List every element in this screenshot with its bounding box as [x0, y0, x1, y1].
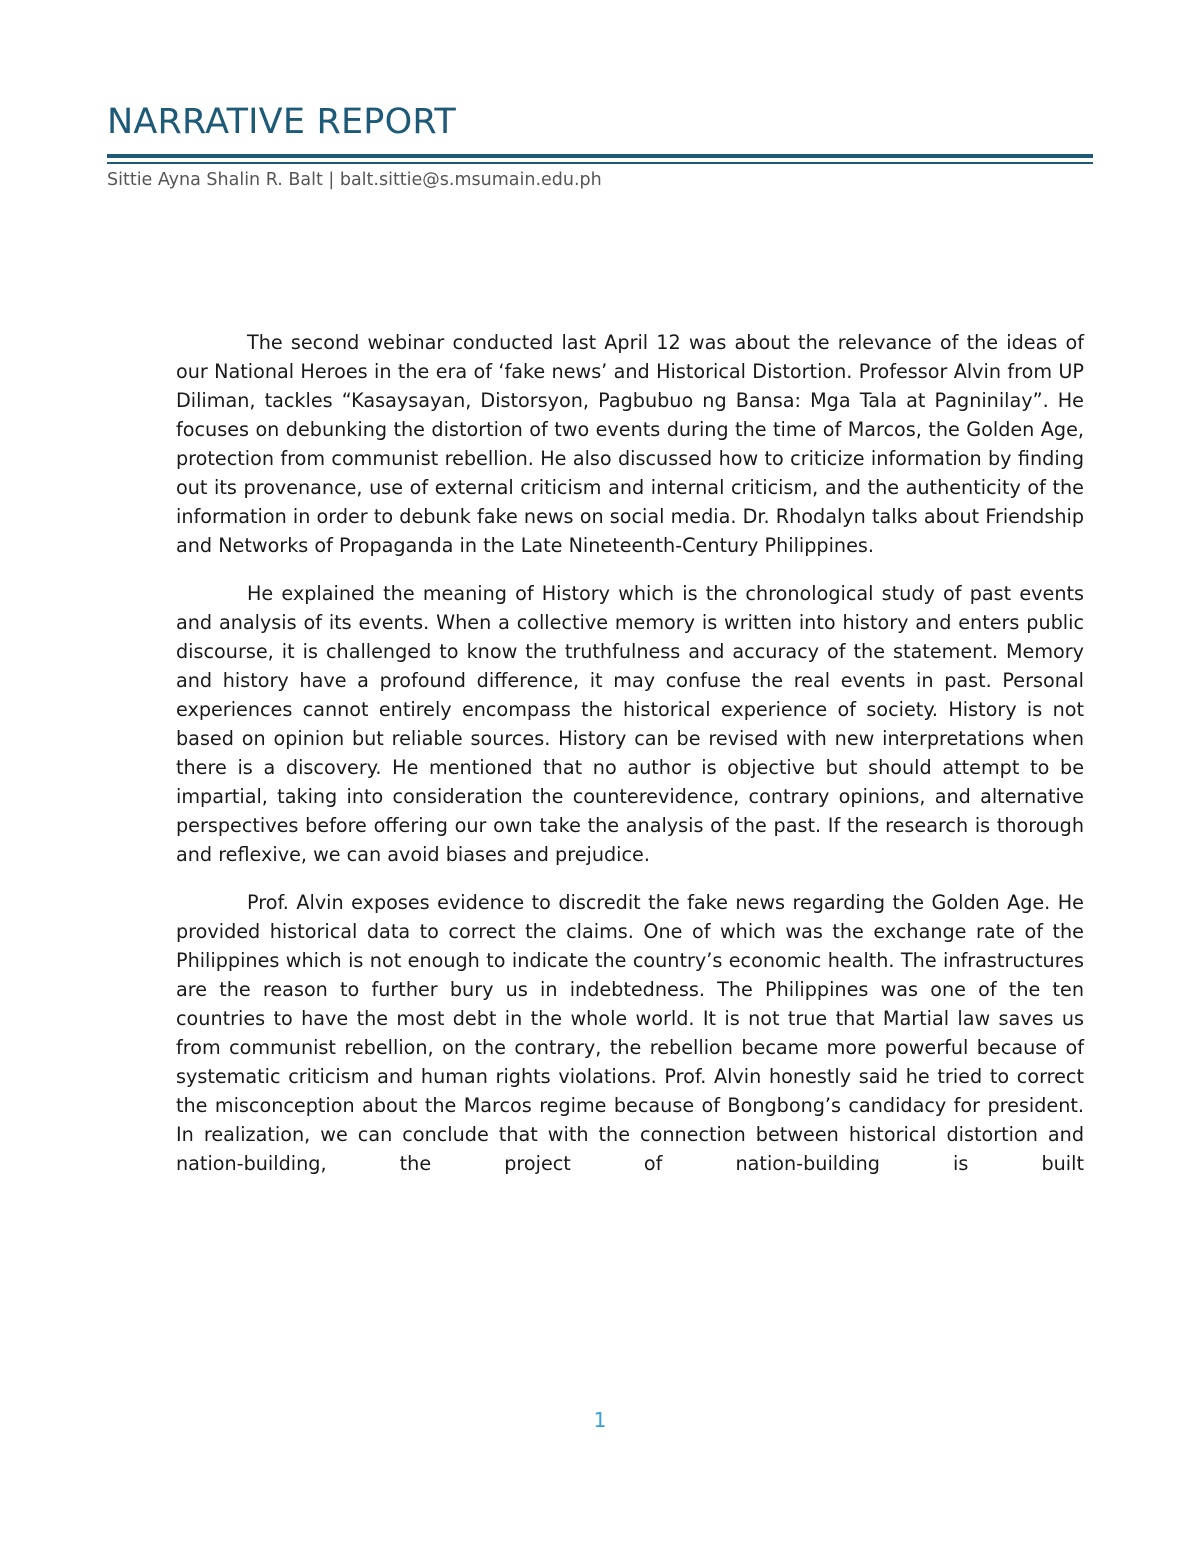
- author-byline: Sittie Ayna Shalin R. Balt | balt.sittie@s.msumain.edu.ph: [107, 170, 602, 190]
- paragraph-history-meaning: He explained the meaning of History which is the chronological study of past events and analysis of its events. When a collective memory is written into history and enters public discourse, it is challenged to know the truthfulness and accuracy of the statement. Memory and history have a profound difference, it may confuse the real events in past. Personal experiences cannot entirely encompass the historical experience of society. History is not based on opinion but reliable sources. History can be revised with new interpretations when there is a discovery. He mentioned that no author is objective but should attempt to be impartial, taking into consideration the counterevidence, contrary opinions, and alternative perspectives before offering our own take the analysis of the past. If the research is thorough and reflexive, we can avoid biases and prejudice.: [176, 582, 1084, 866]
- paragraph-webinar-overview: The second webinar conducted last April 12 was about the relevance of the ideas of our National Heroes in the era of ‘fake news’ and Historical Distortion. Professor Alvin from UP Diliman, tackles “Kasaysayan, Distorsyon, Pagbubuo ng Bansa: Mga Tala at Pagninilay”. He focuses on debunking the distortion of two events during the time of Marcos, the Golden Age, protection from communist rebellion. He also discussed how to criticize information by finding out its provenance, use of external criticism and internal criticism, and the authenticity of the information in order to debunk fake news on social media. Dr. Rhodalyn talks about Friendship and Networks of Propaganda in the Late Nineteenth-Century Philippines.: [176, 331, 1084, 557]
- title-rule-thin: [107, 162, 1093, 164]
- title-rule-thick: [107, 154, 1093, 158]
- paragraph-golden-age: Prof. Alvin exposes evidence to discredit the fake news regarding the Golden Age. He provided historical data to correct the claims. One of which was the exchange rate of the Philippines which is not enough to indicate the country’s economic health. The infrastructures are the reason to further bury us in indebtedness. The Philippines was one of the ten countries to have the most debt in the whole world. It is not true that Martial law saves us from communist rebellion, on the contrary, the rebellion became more powerful because of systematic criticism and human rights violations. Prof. Alvin honestly said he tried to correct the misconception about the Marcos regime because of Bongbong’s candidacy for president. In realization, we can conclude that with the connection between historical distortion and nation-building, the project of nation-building is built: [176, 891, 1084, 1175]
- report-body: [176, 328, 1084, 1197]
- page-number: 1: [593, 1408, 607, 1432]
- document-title: NARRATIVE REPORT: [107, 102, 456, 142]
